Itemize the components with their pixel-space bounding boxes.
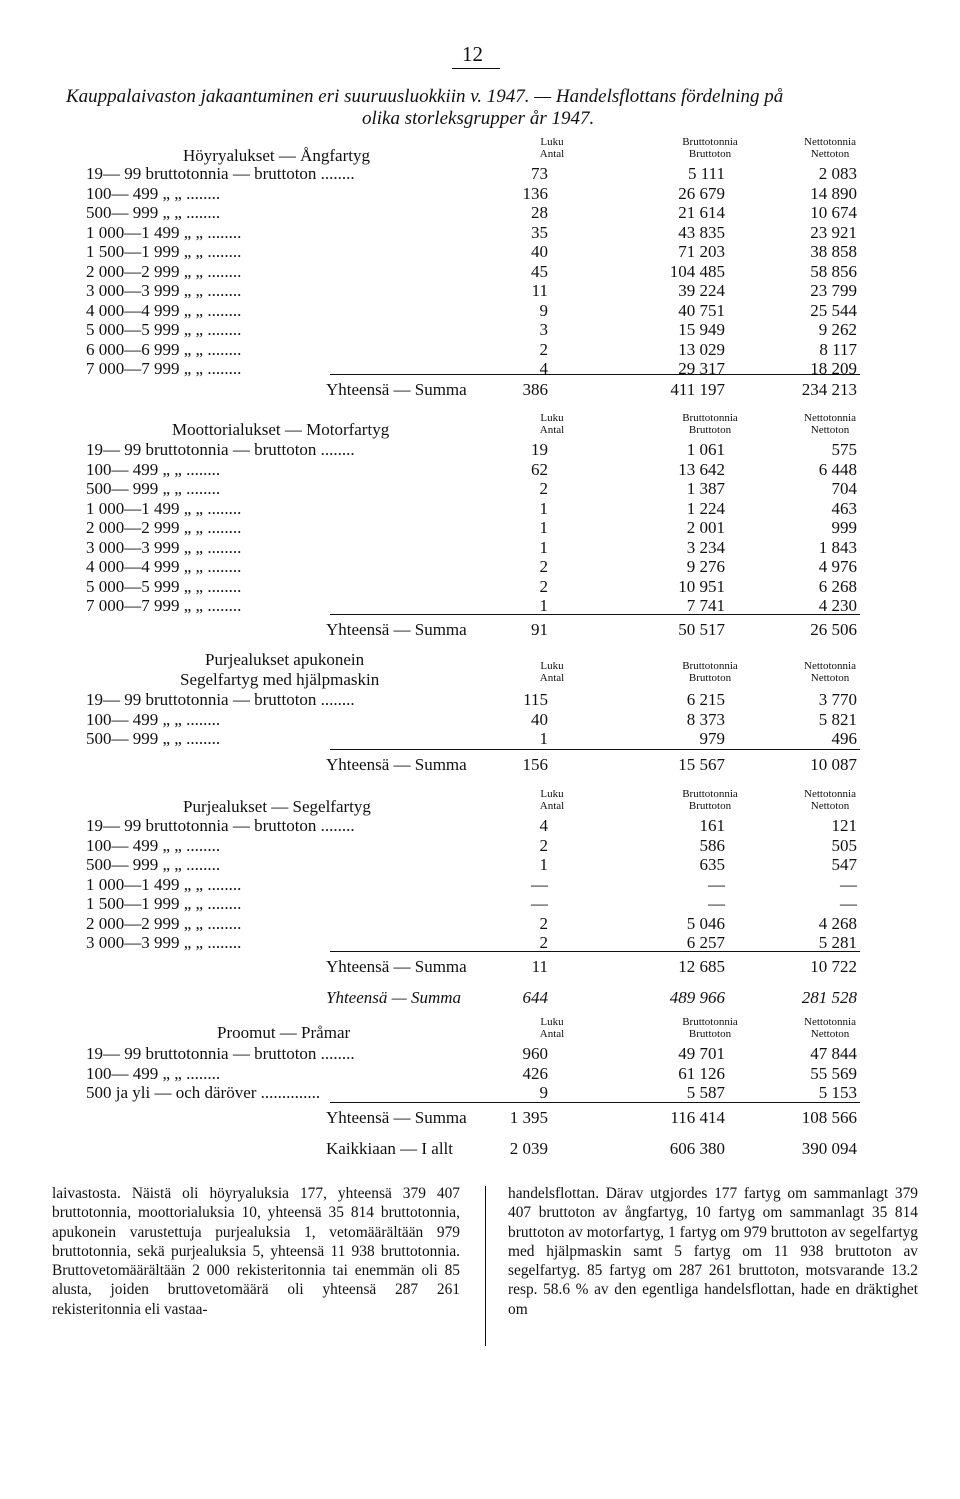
table-row-label: 500— 999 „ „ ........ (86, 855, 221, 874)
table-row (0, 440, 960, 460)
table-row-net: 23 799 (810, 281, 857, 300)
table-row (0, 836, 960, 856)
table-row-net: 6 448 (818, 459, 857, 479)
table-row-net: 5 281 (818, 933, 857, 952)
table-row (0, 242, 960, 262)
table-row-label: 100— 499 „ „ ........ (86, 459, 221, 479)
section-title: Proomut — Pråmar (217, 1023, 351, 1042)
table-row-label: 100— 499 „ „ ........ (86, 709, 221, 729)
table-row-label: 1 000—1 499 „ „ ........ (86, 498, 242, 518)
table-row-count: 9 (539, 1083, 548, 1102)
table-row-net: 23 921 (810, 222, 857, 242)
column-header (650, 788, 770, 812)
total-row-label: Yhteensä — Summa (326, 755, 467, 774)
table-row (0, 596, 960, 616)
table-row-gross: 15 949 (678, 320, 725, 339)
table-row (0, 499, 960, 519)
text-swedish: handelsflottan. Därav utgjordes 177 fartyg om sammanlagt 379 407 bruttoton av ångfartyg, 10 fartyg om sammanlagt 35 814 bruttoton av motorfartyg, 1 fartyg om 979 bruttoton av segelfartyg med hjälpmaskin samt 5 fartyg om 11 938 bruttoton av segelfartyg. 85 fartyg om 287 261 bruttoton, motsvarande 13.2 resp. 58.6 % av den egentliga handelsflottan, hade en dräktighet om (508, 1185, 918, 1318)
section-subtitle: Segelfartyg med hjälpmaskin (180, 670, 380, 689)
column-header-line: Bruttotonnia (682, 412, 738, 424)
grand-total-row-net: 281 528 (801, 988, 857, 1007)
column-header-line: Nettoton (810, 1028, 850, 1040)
total-row-label: Yhteensä — Summa (326, 380, 467, 399)
table-row-gross: 5 111 (688, 164, 725, 183)
table-row (0, 184, 960, 204)
sum-rule (330, 614, 860, 615)
column-header (522, 136, 582, 160)
column-header-line: Bruttotonnia (682, 660, 738, 672)
total-row-count: 386 (522, 380, 548, 399)
table-row-gross: 635 (699, 855, 725, 874)
table-row-gross: 61 126 (678, 1063, 725, 1083)
table-row (0, 281, 960, 301)
total-row (0, 620, 960, 640)
column-header-line: Nettotonnia (804, 660, 856, 672)
table-row (0, 320, 960, 340)
section-title: Höyryalukset — Ångfartyg (183, 146, 370, 165)
table-row-gross: — (708, 894, 725, 913)
table-row (0, 914, 960, 934)
table-row-count: 1 (539, 518, 548, 537)
table-row-net: 47 844 (810, 1044, 857, 1063)
table-row-label: 500— 999 „ „ ........ (86, 203, 221, 222)
table-row-label: 7 000—7 999 „ „ ........ (86, 359, 242, 378)
section-title: Purjealukset apukonein (205, 650, 365, 669)
table-row-label: 500 ja yli — och däröver .............. (86, 1083, 321, 1102)
table-row-count: 1 (539, 537, 548, 557)
grand-total-row (0, 988, 960, 1008)
column-header-line: Nettoton (810, 148, 850, 160)
table-row (0, 933, 960, 953)
table-row-count: 45 (531, 261, 548, 281)
table-row-gross: 586 (699, 835, 725, 855)
table-row-gross: 1 224 (686, 498, 725, 518)
grand-total-row-gross: 606 380 (669, 1139, 725, 1158)
table-row-gross: 6 215 (686, 690, 725, 709)
table-row-net: — (840, 874, 857, 894)
table-row (0, 875, 960, 895)
table-row-net: 1 843 (818, 537, 857, 557)
section-title: Purjealukset — Segelfartyg (183, 797, 371, 816)
table-row-count: 4 (539, 816, 548, 835)
table-row-count: 2 (539, 339, 548, 359)
table-row-gross: 7 741 (686, 596, 725, 615)
table-row-net: 547 (831, 855, 857, 874)
table-row-net: 496 (831, 729, 857, 748)
column-header-line: Antal (539, 424, 565, 436)
table-row-count: 1 (539, 729, 548, 748)
table-row-net: 5 821 (818, 709, 857, 729)
table-row-count: 2 (539, 835, 548, 855)
table-row-label: 4 000—4 999 „ „ ........ (86, 557, 242, 576)
table-row-label: 19— 99 bruttotonnia — bruttoton ........ (86, 816, 355, 835)
table-row-net: 38 858 (810, 242, 857, 261)
table-row-label: 3 000—3 999 „ „ ........ (86, 537, 242, 557)
total-row-label: Yhteensä — Summa (326, 957, 467, 976)
column-header-line: Bruttoton (688, 672, 732, 684)
table-row (0, 518, 960, 538)
column-header-line: Nettotonnia (804, 136, 856, 148)
table-row-label: 100— 499 „ „ ........ (86, 183, 221, 203)
table-row-count: 19 (531, 440, 548, 459)
total-row-gross: 15 567 (678, 755, 725, 774)
table-row-count: 40 (531, 709, 548, 729)
table-row (0, 460, 960, 480)
table-row-count: 28 (531, 203, 548, 222)
column-header-line: Bruttoton (688, 148, 732, 160)
title-swedish-1: Handelsflottans fördelning på (555, 86, 784, 107)
grand-total-row-label: Kaikkiaan — I allt (326, 1139, 453, 1158)
text-finnish: laivastosta. Näistä oli höyryaluksia 177, yhteensä 379 407 bruttotonnia, moottorialuksia 10, yhteensä 35 814 bruttotonnia, apukonein varustettuja purjealuksia 1, vetomäärältään 979 bruttotonnia, sekä purjealuksia 5, yhteensä 11 938 bruttotonnia. Bruttovetomäärältään 2 000 rekisteritonnia tai enemmän oli 85 alusta, joiden bruttovetomäärä oli yhteensä 287 261 rekisteritonnia eli vastaa- (52, 1185, 460, 1318)
table-row-net: 10 674 (810, 203, 857, 222)
table-row-count: 2 (539, 479, 548, 498)
table-row (0, 894, 960, 914)
table-row (0, 301, 960, 321)
total-row-gross: 411 197 (670, 380, 725, 399)
table-row-gross: 104 485 (669, 261, 725, 281)
column-header-line: Luku (540, 412, 564, 424)
column-header-line: Nettotonnia (804, 412, 856, 424)
table-row-count: 73 (531, 164, 548, 183)
table-row-label: 500— 999 „ „ ........ (86, 479, 221, 498)
table-row-gross: 43 835 (678, 222, 725, 242)
column-header-line: Bruttotonnia (682, 136, 738, 148)
grand-total-row-count: 2 039 (509, 1139, 548, 1158)
total-row-count: 156 (522, 755, 548, 774)
table-row-label: 4 000—4 999 „ „ ........ (86, 300, 242, 320)
column-header-line: Luku (540, 1016, 564, 1028)
table-row-gross: 5 046 (686, 913, 725, 933)
table-row-count: 1 (539, 855, 548, 874)
table-row-label: 1 000—1 499 „ „ ........ (86, 222, 242, 242)
table-row (0, 203, 960, 223)
table-row-count: 2 (539, 557, 548, 576)
table-row-gross: 8 373 (686, 709, 725, 729)
table-row-net: 4 268 (818, 913, 857, 933)
column-header (770, 1016, 890, 1040)
table-row-count: 1 (539, 498, 548, 518)
column-header (522, 660, 582, 684)
column-header-line: Antal (539, 1028, 565, 1040)
column-header (650, 660, 770, 684)
table-row-gross: 21 614 (678, 203, 725, 222)
column-header (522, 788, 582, 812)
table-row (0, 1064, 960, 1084)
table-row-label: 5 000—5 999 „ „ ........ (86, 320, 242, 339)
total-row-gross: 116 414 (670, 1108, 725, 1127)
table-row-net: 2 083 (818, 164, 857, 183)
table-row-net: 6 268 (818, 576, 857, 596)
column-header (770, 660, 890, 684)
table-row-count: 1 (539, 596, 548, 615)
table-row-count: 115 (523, 690, 548, 709)
column-header (650, 412, 770, 436)
grand-total-row-net: 390 094 (801, 1139, 857, 1158)
column-divider (485, 1186, 486, 1346)
table-row-gross: 3 234 (686, 537, 725, 557)
table-row-label: 2 000—2 999 „ „ ........ (86, 518, 242, 537)
column-header-line: Bruttoton (688, 1028, 732, 1040)
table-row-label: 6 000—6 999 „ „ ........ (86, 339, 242, 359)
section-title: Moottorialukset — Motorfartyg (172, 420, 390, 439)
table-row-count: 426 (522, 1063, 548, 1083)
column-header-line: Nettoton (810, 672, 850, 684)
table-row-net: 25 544 (810, 300, 857, 320)
table-row-net: 4 230 (818, 596, 857, 615)
table-row-count: 136 (522, 183, 548, 203)
table-row (0, 164, 960, 184)
table-row (0, 690, 960, 710)
column-header (650, 1016, 770, 1040)
page-title (66, 86, 906, 130)
table-row-gross: 6 257 (686, 933, 725, 952)
table-row-gross: 161 (699, 816, 725, 835)
column-header-line: Bruttoton (688, 424, 732, 436)
table-row-count: 2 (539, 933, 548, 952)
table-row (0, 359, 960, 379)
table-row-label: 2 000—2 999 „ „ ........ (86, 261, 242, 281)
table-row (0, 262, 960, 282)
column-header (770, 136, 890, 160)
table-row (0, 577, 960, 597)
table-row-net: — (840, 894, 857, 913)
total-row-gross: 50 517 (678, 620, 725, 639)
table-row-net: 505 (831, 835, 857, 855)
total-row-gross: 12 685 (678, 957, 725, 976)
column-header-line: Bruttotonnia (682, 788, 738, 800)
column-header-line: Luku (540, 136, 564, 148)
table-row-count: 40 (531, 242, 548, 261)
table-row-gross: 26 679 (678, 183, 725, 203)
sum-rule (330, 749, 860, 750)
table-row-label: 1 000—1 499 „ „ ........ (86, 874, 242, 894)
total-row-label: Yhteensä — Summa (326, 1108, 467, 1127)
table-row-net: 8 117 (819, 339, 857, 359)
total-row-net: 10 722 (810, 957, 857, 976)
total-row-label: Yhteensä — Summa (326, 620, 467, 639)
table-row-count: 4 (539, 359, 548, 378)
table-row-gross: 5 587 (686, 1083, 725, 1102)
table-row-label: 1 500—1 999 „ „ ........ (86, 242, 242, 261)
column-header-line: Nettoton (810, 800, 850, 812)
table-row-label: 1 500—1 999 „ „ ........ (86, 894, 242, 913)
grand-total-row (0, 1139, 960, 1159)
table-row-count: 11 (531, 281, 548, 300)
table-row-gross: — (708, 874, 725, 894)
column-header-line: Nettotonnia (804, 1016, 856, 1028)
table-row-gross: 2 001 (686, 518, 725, 537)
sum-rule (330, 1102, 860, 1103)
sum-rule (330, 374, 860, 375)
table-row-label: 3 000—3 999 „ „ ........ (86, 281, 242, 300)
total-row-net: 108 566 (801, 1108, 857, 1127)
table-row-label: 100— 499 „ „ ........ (86, 1063, 221, 1083)
table-row-net: 14 890 (810, 183, 857, 203)
title-swedish-2: olika storleksgrupper år 1947. (362, 108, 595, 129)
table-row (0, 557, 960, 577)
grand-total-row-count: 644 (522, 988, 548, 1007)
table-row-gross: 49 701 (678, 1044, 725, 1063)
table-row-gross: 13 029 (678, 339, 725, 359)
table-row (0, 710, 960, 730)
table-row (0, 729, 960, 749)
table-row-label: 5 000—5 999 „ „ ........ (86, 576, 242, 596)
title-finnish: Kauppalaivaston jakaantuminen eri suuruusluokkiin v. 1947. — (66, 86, 552, 107)
table-row (0, 816, 960, 836)
total-row-net: 26 506 (810, 620, 857, 639)
table-row-net: 55 569 (810, 1063, 857, 1083)
table-row-count: 2 (539, 913, 548, 933)
table-row-label: 19— 99 bruttotonnia — bruttoton ........ (86, 690, 355, 709)
column-header-line: Nettotonnia (804, 788, 856, 800)
table-row-gross: 40 751 (678, 300, 725, 320)
table-row-net: 9 262 (818, 320, 857, 339)
column-header (770, 788, 890, 812)
table-row-label: 19— 99 bruttotonnia — bruttoton ........ (86, 440, 355, 459)
table-row-count: 3 (539, 320, 548, 339)
table-row (0, 1044, 960, 1064)
table-row-net: 704 (831, 479, 857, 498)
total-row (0, 957, 960, 977)
column-header-line: Luku (540, 660, 564, 672)
table-row-net: 575 (831, 440, 857, 459)
table-row-count: — (531, 894, 548, 913)
column-header-line: Bruttotonnia (682, 1016, 738, 1028)
table-row-label: 2 000—2 999 „ „ ........ (86, 913, 242, 933)
total-row-count: 91 (531, 620, 548, 639)
table-row-label: 3 000—3 999 „ „ ........ (86, 933, 242, 952)
table-row-gross: 39 224 (678, 281, 725, 300)
table-row (0, 479, 960, 499)
table-row (0, 223, 960, 243)
table-row-count: 960 (522, 1044, 548, 1063)
table-row-gross: 1 061 (686, 440, 725, 459)
table-row-gross: 979 (699, 729, 725, 748)
column-header-line: Nettoton (810, 424, 850, 436)
table-row-net: 3 770 (818, 690, 857, 709)
total-row-count: 1 395 (509, 1108, 548, 1127)
table-row-label: 19— 99 bruttotonnia — bruttoton ........ (86, 1044, 355, 1063)
total-row-count: 11 (531, 957, 548, 976)
table-row-net: 58 856 (810, 261, 857, 281)
column-header (650, 136, 770, 160)
table-row-net: 4 976 (818, 557, 857, 576)
total-row (0, 380, 960, 400)
column-header (522, 412, 582, 436)
page-number-rule (452, 68, 500, 69)
table-row-gross: 13 642 (678, 459, 725, 479)
page-number: 12 (462, 42, 483, 66)
table-row-count: 35 (531, 222, 548, 242)
table-row-count: — (531, 874, 548, 894)
table-row-gross: 29 317 (678, 359, 725, 378)
table-row (0, 340, 960, 360)
table-row-gross: 1 387 (686, 479, 725, 498)
column-header-line: Luku (540, 788, 564, 800)
table-row-gross: 9 276 (686, 557, 725, 576)
column-header-line: Bruttoton (688, 800, 732, 812)
table-row-label: 19— 99 bruttotonnia — bruttoton ........ (86, 164, 355, 183)
table-row-gross: 10 951 (678, 576, 725, 596)
table-row-count: 9 (539, 300, 548, 320)
table-row-gross: 71 203 (678, 242, 725, 261)
sum-rule (330, 951, 860, 952)
table-row-count: 62 (531, 459, 548, 479)
column-header-line: Antal (539, 800, 565, 812)
table-row-net: 121 (831, 816, 857, 835)
table-row-net: 5 153 (818, 1083, 857, 1102)
table-row-count: 2 (539, 576, 548, 596)
total-row (0, 1108, 960, 1128)
column-header (522, 1016, 582, 1040)
column-header-line: Antal (539, 672, 565, 684)
total-row (0, 755, 960, 775)
grand-total-row-label: Yhteensä — Summa (326, 988, 462, 1007)
total-row-net: 10 087 (810, 755, 857, 774)
table-row-label: 100— 499 „ „ ........ (86, 835, 221, 855)
column-header-line: Antal (539, 148, 565, 160)
table-row-label: 500— 999 „ „ ........ (86, 729, 221, 748)
table-row-net: 999 (831, 518, 857, 537)
total-row-net: 234 213 (801, 380, 857, 399)
table-row-net: 463 (831, 498, 857, 518)
grand-total-row-gross: 489 966 (669, 988, 725, 1007)
table-row-label: 7 000—7 999 „ „ ........ (86, 596, 242, 615)
table-row (0, 538, 960, 558)
table-row (0, 855, 960, 875)
column-header (770, 412, 890, 436)
table-row-net: 18 209 (810, 359, 857, 378)
table-row (0, 1083, 960, 1103)
